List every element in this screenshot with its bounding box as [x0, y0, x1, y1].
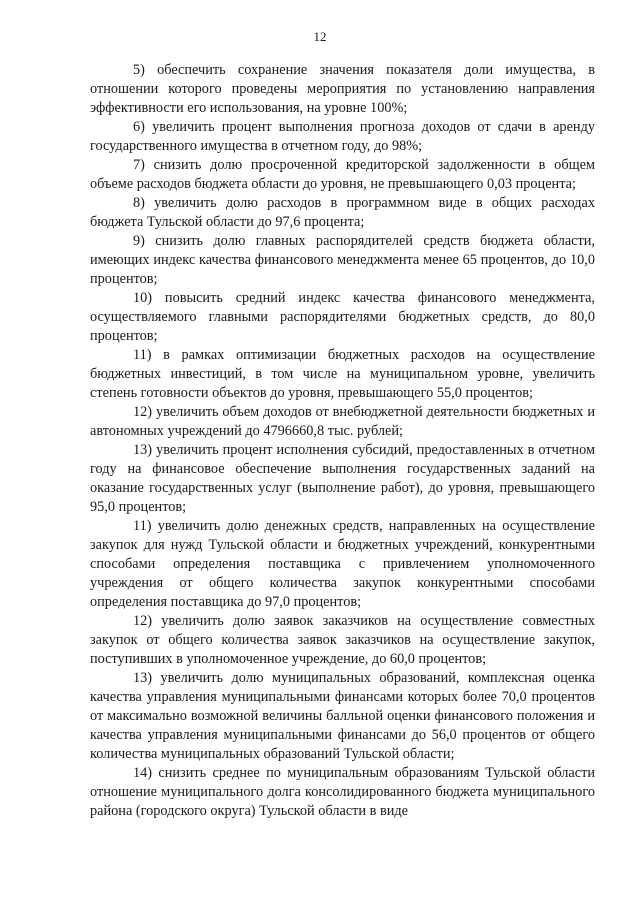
- document-body: [90, 61, 595, 821]
- paragraph: 12) увеличить долю заявок заказчиков на осуществление совместных закупок от общего количества заявок заказчиков на осуществление закупок, поступивших в уполномоченное учреждение, до 60,0 процентов;: [90, 613, 595, 667]
- paragraph: 10) повысить средний индекс качества финансового менеджмента, осуществляемого главными распорядителями бюджетных средств, до 80,0 процентов;: [90, 290, 595, 344]
- paragraph: 14) снизить среднее по муниципальным образованиям Тульской области отношение муниципального долга консолидированного бюджета муниципального района (городского округа) Тульской области в виде: [90, 765, 595, 819]
- paragraph: 13) увеличить долю муниципальных образований, комплексная оценка качества управления муниципальными финансами которых более 70,0 процентов от максимально возможной величины балльной оценки финансового положения и качества управления муниципальными финансами до 56,0 процентов от общего количества муниципальных образований Тульской области;: [90, 670, 595, 762]
- paragraph: 8) увеличить долю расходов в программном виде в общих расходах бюджета Тульской области до 97,6 процента;: [90, 195, 595, 230]
- paragraph: 6) увеличить процент выполнения прогноза доходов от сдачи в аренду государственного имущества в отчетном году, до 98%;: [90, 119, 595, 154]
- paragraph: 11) в рамках оптимизации бюджетных расходов на осуществление бюджетных инвестиций, в том числе на муниципальном уровне, увеличить степень готовности объектов до уровня, превышающего 55,0 процентов;: [90, 347, 595, 401]
- page-number: 12: [313, 29, 327, 44]
- paragraph: 11) увеличить долю денежных средств, направленных на осуществление закупок для нужд Тульской области и бюджетных учреждений, конкурентными способами определения поставщика с привлечением уполномоченного учреждения от общего количества закупок конкурентными способами определения поставщика до 97,0 процентов;: [90, 518, 595, 610]
- paragraph: 13) увеличить процент исполнения субсидий, предоставленных в отчетном году на финансовое обеспечение выполнения государственных заданий на оказание государственных услуг (выполнение работ), до уровня, превышающего 95,0 процентов;: [90, 442, 595, 515]
- paragraph: 9) снизить долю главных распорядителей средств бюджета области, имеющих индекс качества финансового менеджмента менее 65 процентов, до 10,0 процентов;: [90, 233, 595, 287]
- paragraph: 12) увеличить объем доходов от внебюджетной деятельности бюджетных и автономных учреждений до 4796660,8 тыс. рублей;: [90, 404, 595, 439]
- paragraph: 5) обеспечить сохранение значения показателя доли имущества, в отношении которого проведены мероприятия по установлению направления эффективности его использования, на уровне 100%;: [90, 62, 595, 116]
- paragraph: 7) снизить долю просроченной кредиторской задолженности в общем объеме расходов бюджета области до уровня, не превышающего 0,03 процента;: [90, 157, 595, 192]
